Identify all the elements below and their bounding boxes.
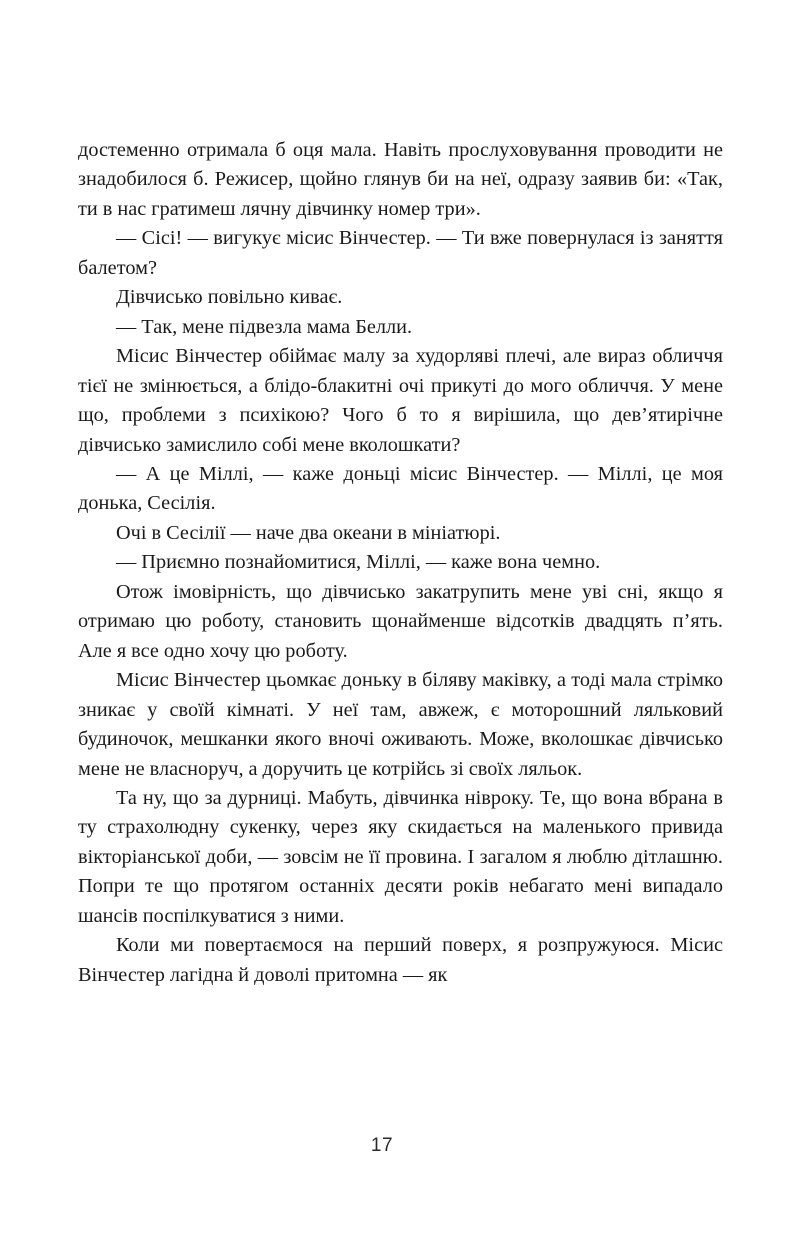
paragraph: Та ну, що за дурниці. Мабуть, дівчинка нівроку. Те, що вона вбрана в ту страхолюдну сукенку, через яку скидається на маленького привида вікторіанської доби, — зовсім не її провина. І загалом я люблю дітлашню. Попри те що протягом останніх десяти років небагато мені випадало шансів поспілкуватися з ними. <box>78 786 723 927</box>
paragraph: Місис Вінчестер цьомкає доньку в біляву маківку, а тоді мала стрімко зникає у своїй кімнаті. У неї там, авжеж, є моторошний ляльковий будиночок, мешканки якого вночі оживають. Може, вколошкає дівчисько мене не власноруч, а доручить це котрійсь зі своїх ляльок. <box>78 669 723 780</box>
paragraph: — Приємно познайомитися, Міллі, — каже вона чемно. <box>116 551 601 574</box>
paragraph: Місис Вінчестер обіймає малу за худорляві плечі, але вираз обличчя тієї не змінюється, а блідо-блакитні очі прикуті до мого обличчя. У мене що, проблеми з психікою? Чого б то я вирішила, що дев’ятирічне дівчисько замислило собі мене вколошкати? <box>78 345 723 456</box>
page-number: 17 <box>370 1135 394 1156</box>
paragraph: Отож імовірність, що дівчисько закатрупить мене уві сні, якщо я отримаю цю роботу, становить щонайменше відсотків двадцять п’ять. Але я все одно хочу цю роботу. <box>78 580 723 662</box>
page-text-column <box>78 136 723 990</box>
paragraph: Очі в Сесілії — наче два океани в мініатюрі. <box>116 521 501 544</box>
paragraph: — Так, мене підвезла мама Белли. <box>116 315 413 338</box>
paragraph: достеменно отримала б оця мала. Навіть прослуховування проводити не знадобилося б. Режисер, щойно глянув би на неї, одразу заявив би: «Так, ти в нас гратимеш лячну дівчинку номер три». <box>78 139 723 220</box>
paragraph: — Сісі! — вигукує місис Вінчестер. — Ти вже повернулася із заняття балетом? <box>78 227 723 279</box>
paragraph: — А це Міллі, — каже доньці місис Вінчестер. — Міллі, це моя донька, Сесілія. <box>78 462 723 515</box>
paragraph: Дівчисько повільно киває. <box>116 286 343 309</box>
paragraph: Коли ми повертаємося на перший поверх, я розпружуюся. Місис Вінчестер лагідна й доволі притомна — як <box>78 934 723 986</box>
